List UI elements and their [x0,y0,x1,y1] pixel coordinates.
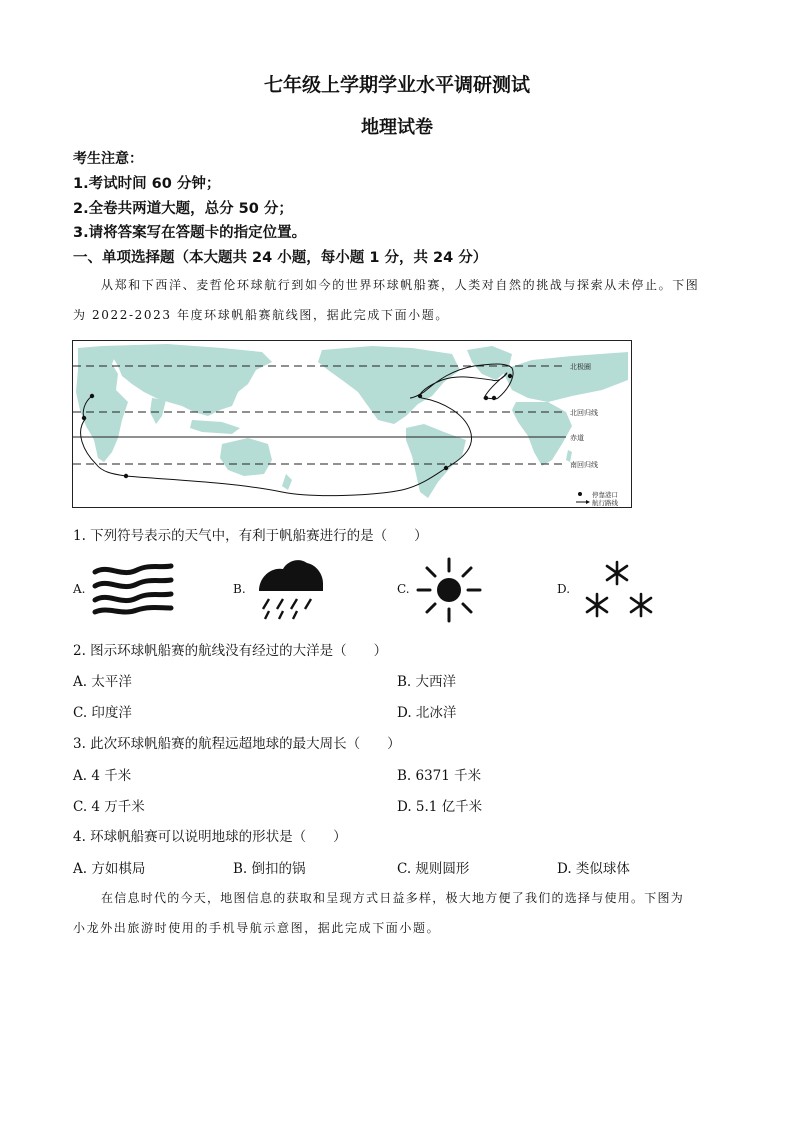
q1-option-d-letter: D. [557,582,571,596]
question-3-stem: 3. 此次环球帆船赛的航程远超地球的最大周长（ ） [73,736,401,752]
notice-item: 3.请将答案写在答题卡的指定位置。 [73,225,307,241]
q3-option-a: A. 4 千米 [73,768,132,784]
section-title: 一、单项选择题（本大题共 24 小题，每小题 1 分，共 24 分） [73,250,488,266]
port-dot [484,396,488,400]
port-dot [444,466,448,470]
sun-icon [416,557,482,623]
port-dot [508,374,512,378]
cloud-rain-icon [255,557,327,623]
wind-icon [91,562,175,618]
label-arctic-circle: 北极圈 [570,363,591,371]
q1-option-b-letter: B. [233,582,246,596]
passage-1-line-1: 从郑和下西洋、麦哲伦环球航行到如今的世界环球帆船赛，人类对自然的挑战与探索从未停止。下图 [101,278,700,292]
port-dot [124,474,128,478]
exam-subtitle: 地理试卷 [361,117,433,138]
port-dot [90,394,94,398]
label-tropic-cancer: 北回归线 [570,409,598,417]
q2-option-b: B. 大西洋 [397,674,457,690]
snow-icon [583,558,659,620]
notice-heading: 考生注意： [73,151,143,167]
question-2-stem: 2. 图示环球帆船赛的航线没有经过的大洋是（ ） [73,643,388,659]
label-tropic-capricorn: 南回归线 [570,461,598,469]
notice-item: 1.考试时间 60 分钟； [73,176,221,192]
passage-2-line-2: 小龙外出旅游时使用的手机导航示意图，据此完成下面小题。 [73,921,441,935]
port-dot [82,416,86,420]
q2-option-c: C. 印度洋 [73,705,132,721]
exam-title: 七年级上学期学业水平调研测试 [263,74,530,96]
notice-item: 2.全卷共两道大题，总分 50 分； [73,201,293,217]
question-4-stem: 4. 环球帆船赛可以说明地球的形状是（ ） [73,829,347,845]
q4-option-b: B. 倒扣的锅 [233,861,306,877]
port-dot [418,394,422,398]
q4-option-c: C. 规则圆形 [397,861,470,877]
q1-option-c-letter: C. [397,582,410,596]
q1-option-a-letter: A. [73,582,86,596]
q3-option-b: B. 6371 千米 [397,768,482,784]
sailing-route-map [72,340,632,508]
port-dot [492,396,496,400]
q3-option-d: D. 5.1 亿千米 [397,799,483,815]
question-1-stem: 1. 下列符号表示的天气中，有利于帆船赛进行的是（ ） [73,528,428,544]
legend-port-dot [578,492,582,496]
passage-1-line-2: 为 2022-2023 年度环球帆船赛航线图，据此完成下面小题。 [73,308,449,322]
label-equator: 赤道 [570,434,584,442]
q2-option-d: D. 北冰洋 [397,705,457,721]
q4-option-d: D. 类似球体 [557,861,630,877]
q3-option-c: C. 4 万千米 [73,799,145,815]
q2-option-a: A. 太平洋 [73,674,132,690]
legend-port-label: 停靠港口 [592,491,618,499]
q4-option-a: A. 方如棋局 [73,861,146,877]
passage-2-line-1: 在信息时代的今天，地图信息的获取和呈现方式日益多样，极大地方便了我们的选择与使用。下图为 [101,891,685,905]
legend-route-label: 航行路线 [592,499,618,507]
